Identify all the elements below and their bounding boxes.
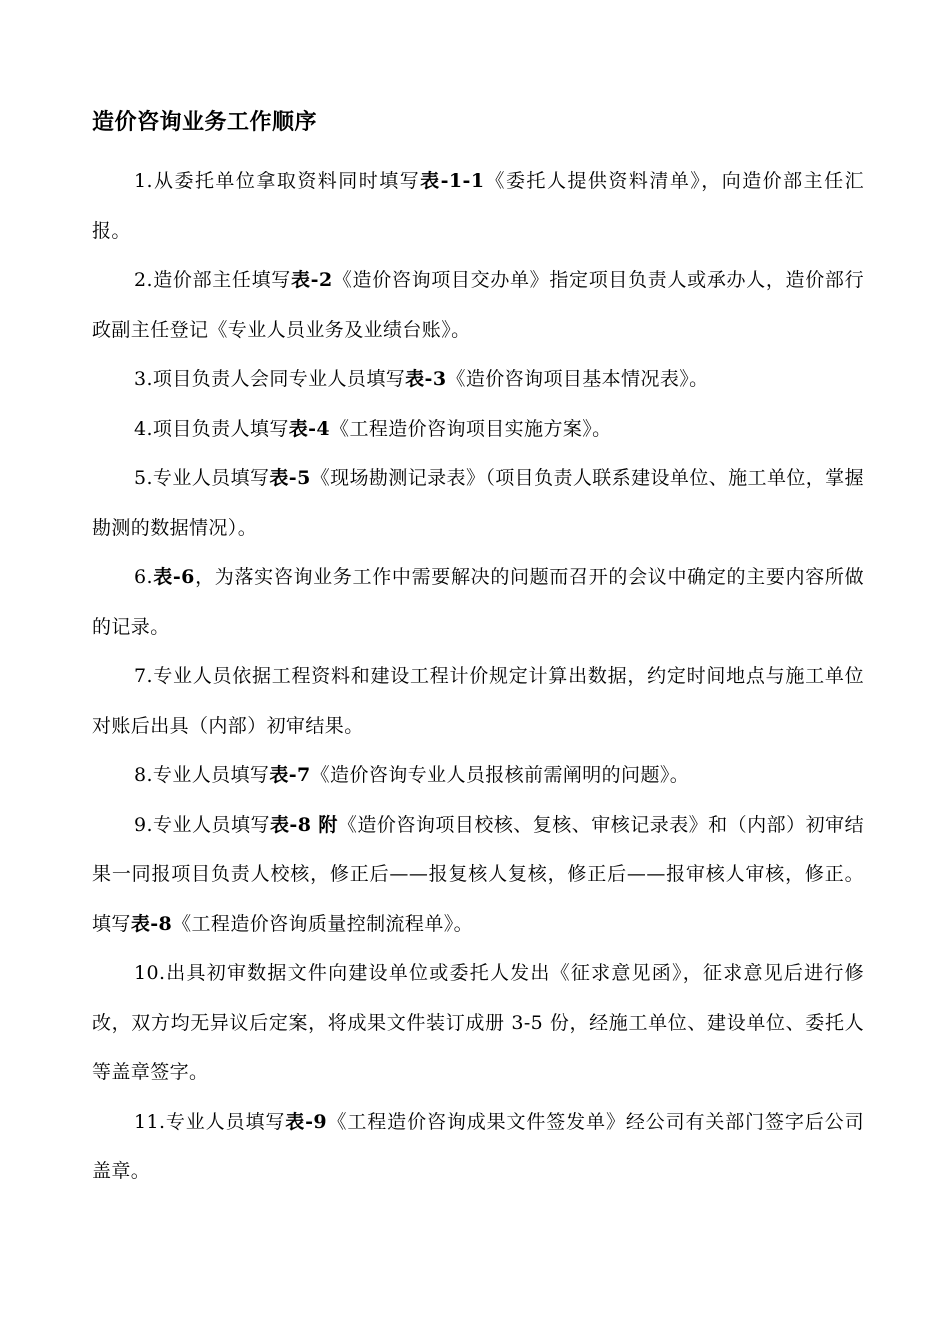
step-2-text-rest: 《造价咨询项目交办单》指定项目负责人或承办人，造价部行政副主任登记《专业人员业务及业绩台账》。 bbox=[92, 269, 864, 341]
step-1-text-rest: 《委托人提供资料清单》，向造价部主任汇报。 bbox=[92, 170, 864, 242]
step-9-form-ref-2: 表-8 bbox=[130, 912, 173, 935]
document-page bbox=[92, 106, 864, 1197]
step-8-text: 8.专业人员填写 bbox=[134, 764, 270, 786]
step-4 bbox=[92, 405, 864, 455]
step-3-text: 3.项目负责人会同专业人员填写 bbox=[134, 368, 406, 390]
step-3 bbox=[92, 355, 864, 405]
step-3-text-rest: 《造价咨询项目基本情况表》。 bbox=[446, 368, 709, 390]
step-4-text: 4.项目负责人填写 bbox=[134, 417, 289, 440]
step-1-text: 1.从委托单位拿取资料同时填写 bbox=[134, 170, 421, 192]
step-7-text: 7.专业人员依据工程资料和建设工程计价规定计算出数据，约定时间地点与施工单位对账后出具（内部）初审结果。 bbox=[92, 665, 864, 737]
step-6-text-rest: ，为落实咨询业务工作中需要解决的问题而召开的会议中确定的主要内容所做的记录。 bbox=[92, 566, 864, 638]
step-10 bbox=[92, 949, 864, 1098]
step-9-text-rest: 《造价咨询项目校核、复核、审核记录表》和（内部）初审结果一同报项目负责人校核，修正后——报复核人复核，修正后——报审核人审核，修正。填写 bbox=[92, 813, 864, 935]
step-9-form-ref: 表-8 附 bbox=[269, 813, 338, 836]
step-2-form-ref: 表-2 bbox=[290, 269, 333, 291]
step-7 bbox=[92, 652, 864, 751]
step-6-form-ref: 表-6 bbox=[152, 566, 195, 588]
step-5-form-ref: 表-5 bbox=[269, 467, 311, 489]
step-4-text-rest: 《工程造价咨询项目实施方案》。 bbox=[330, 417, 612, 440]
step-6-text: 6. bbox=[134, 566, 153, 588]
step-1 bbox=[92, 157, 864, 256]
step-11 bbox=[92, 1098, 864, 1197]
step-8-form-ref: 表-7 bbox=[269, 764, 311, 786]
step-1-form-ref: 表-1-1 bbox=[420, 170, 485, 192]
step-3-form-ref: 表-3 bbox=[405, 368, 447, 390]
step-9-text: 9.专业人员填写 bbox=[134, 813, 270, 836]
step-9-text-end: 《工程造价咨询质量控制流程单》。 bbox=[172, 912, 474, 935]
step-4-form-ref: 表-4 bbox=[288, 417, 331, 440]
step-5 bbox=[92, 454, 864, 553]
step-9 bbox=[92, 801, 864, 950]
document-title: 造价咨询业务工作顺序 bbox=[92, 110, 318, 135]
step-8-text-rest: 《造价咨询专业人员报核前需阐明的问题》。 bbox=[310, 764, 690, 786]
step-2 bbox=[92, 256, 864, 355]
step-11-text-rest: 《工程造价咨询成果文件签发单》经公司有关部门签字后公司盖章。 bbox=[92, 1110, 864, 1182]
step-11-form-ref: 表-9 bbox=[285, 1110, 328, 1133]
step-6 bbox=[92, 553, 864, 652]
step-10-text: 10.出具初审数据文件向建设单位或委托人发出《征求意见函》，征求意见后进行修改，双方均无异议后定案，将成果文件装订成册 3-5 份，经施工单位、建设单位、委托人等盖章签字。 bbox=[92, 962, 864, 1083]
step-11-text: 11.专业人员填写 bbox=[134, 1110, 286, 1133]
step-5-text-rest: 《现场勘测记录表》（项目负责人联系建设单位、施工单位，掌握勘测的数据情况）。 bbox=[92, 467, 864, 539]
step-8 bbox=[92, 751, 864, 801]
step-2-text: 2.造价部主任填写 bbox=[134, 269, 291, 291]
step-5-text: 5.专业人员填写 bbox=[134, 467, 270, 489]
